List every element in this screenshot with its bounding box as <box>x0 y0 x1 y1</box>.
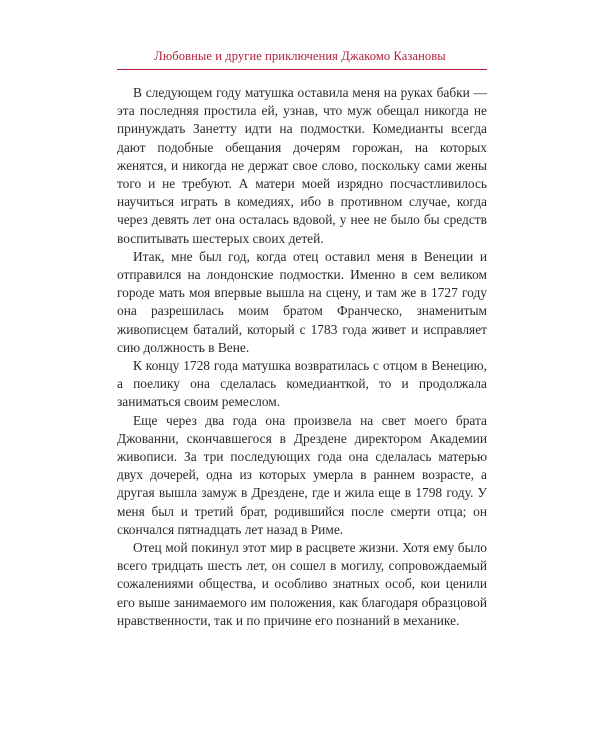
body-text <box>117 84 487 630</box>
running-header: Любовные и другие приключения Джакомо Казановы <box>154 49 446 63</box>
paragraph: Еще через два года она произвела на свет моего брата Джованни, скончавшегося в Дрездене директором Академии живописи. За три последующих года она сделалась матерью двух дочерей, одна из которых умерла в раннем возрасте, а другая вышла замуж в Дрездене, где и жила еще в 1798 году. У меня был и третий брат, родившийся после смерти отца; он скончался пятнадцать лет назад в Риме. <box>117 412 487 537</box>
paragraph: К концу 1728 года матушка возвратилась с отцом в Венецию, а поелику она сделалась комедианткой, то и продолжала заниматься своим ремеслом. <box>117 358 487 410</box>
paragraph: В следующем году матушка оставила меня на руках бабки — эта последняя простила ей, узнав, что муж обещал никогда не принуждать Занетту идти на подмостки. Комедианты всегда дают подобные обещания дочерям горожан, на которых женятся, и никогда не держат свое слово, поскольку сами жены того и не требуют. А матери моей изрядно посчастливилось научиться играть в комедиях, ибо в противном случае, когда через девять лет она осталась вдовой, у нее не было бы средств воспитывать шестерых своих детей. <box>117 85 487 246</box>
paragraph: Отец мой покинул этот мир в расцвете жизни. Хотя ему было всего тридцать шесть лет, он сошел в могилу, сопровождаемый сожалениями общества, и особливо знатных особ, кои ценили его выше занимаемого им положения, как благодаря образцовой нравственности, так и по причине его познаний в механике. <box>117 540 487 628</box>
paragraph: Итак, мне был год, когда отец оставил меня в Венеции и отправился на лондонские подмостки. Именно в сем великом городе мать моя впервые вышла на сцену, и там же в 1727 году она разрешилась моим братом Франческо, знаменитым живописцем баталий, который с 1783 года живет и исправляет сию должность в Вене. <box>117 248 487 355</box>
header-rule <box>117 69 487 70</box>
